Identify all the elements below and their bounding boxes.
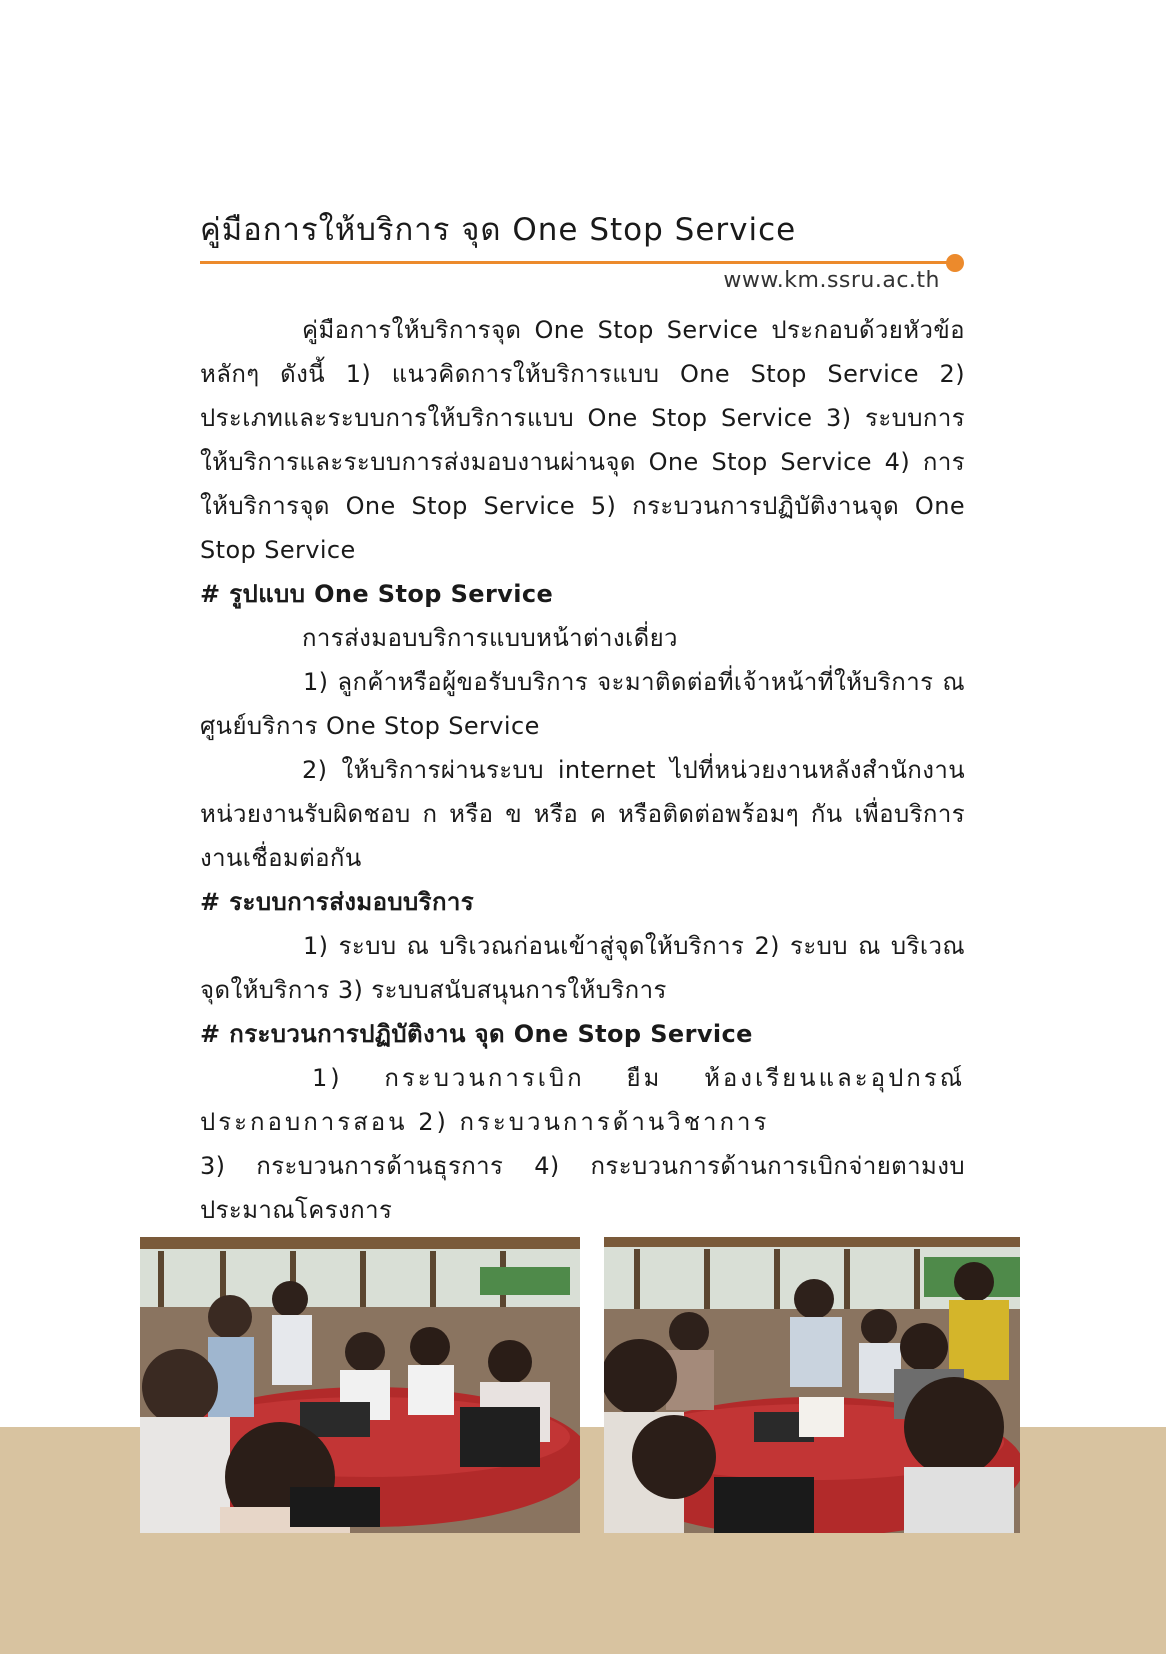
intro-paragraph: คู่มือการให้บริการจุด One Stop Service ประกอบด้วยหัวข้อหลักๆ ดังนี้ 1) แนวคิดการให้บริการแบบ One Stop Service 2) ประเภทและระบบการให้บริการแบบ One Stop Service 3) ระบบการให้บริการและระบบการส่งมอบงานผ่านจุด One Stop Service 4) การให้บริการจุด One Stop Service 5) กระบวนการปฏิบัติงานจุด One Stop Service: [200, 316, 965, 564]
page-header: [200, 208, 970, 293]
website-url: www.km.ssru.ac.th: [723, 268, 940, 293]
section-subheading-delivery: การส่งมอบบริการแบบหน้าต่างเดี่ยว: [302, 624, 678, 652]
workshop-photo-right: [604, 1237, 1020, 1533]
list-item-2: 2) ให้บริการผ่านระบบ internet ไปที่หน่วยงานหลังสำนักงาน หน่วยงานรับผิดชอบ ก หรือ ข หรือ ค หรือติดต่อพร้อมๆ กัน เพื่อบริการงานเชื่อมต่อกัน: [200, 756, 965, 872]
document-title: คู่มือการให้บริการ จุด One Stop Service: [200, 212, 797, 248]
section-heading-delivery-system: # ระบบการส่งมอบบริการ: [200, 888, 475, 916]
delivery-system-paragraph: 1) ระบบ ณ บริเวณก่อนเข้าสู่จุดให้บริการ 2) ระบบ ณ บริเวณจุดให้บริการ 3) ระบบสนับสนุนการให้บริการ: [200, 932, 965, 1004]
title-accent-dot: [946, 254, 964, 272]
section-heading-process: # กระบวนการปฏิบัติงาน จุด One Stop Service: [200, 1020, 753, 1048]
process-paragraph-part2: 3) กระบวนการด้านธุรการ 4) กระบวนการด้านการเบิกจ่ายตามงบประมาณโครงการ: [200, 1152, 965, 1224]
process-paragraph-part1: 1) กระบวนการเบิก ยืม ห้องเรียนและอุปกรณ์ประกอบการสอน 2) กระบวนการด้านวิชาการ: [200, 1064, 965, 1136]
section-heading-format: # รูปแบบ One Stop Service: [200, 580, 554, 608]
document-body: [200, 308, 965, 1232]
workshop-photo-left: [140, 1237, 580, 1533]
title-underline: [200, 261, 952, 264]
list-item-1: 1) ลูกค้าหรือผู้ขอรับบริการ จะมาติดต่อที่เจ้าหน้าที่ให้บริการ ณ ศูนย์บริการ One Stop Service: [200, 668, 965, 740]
